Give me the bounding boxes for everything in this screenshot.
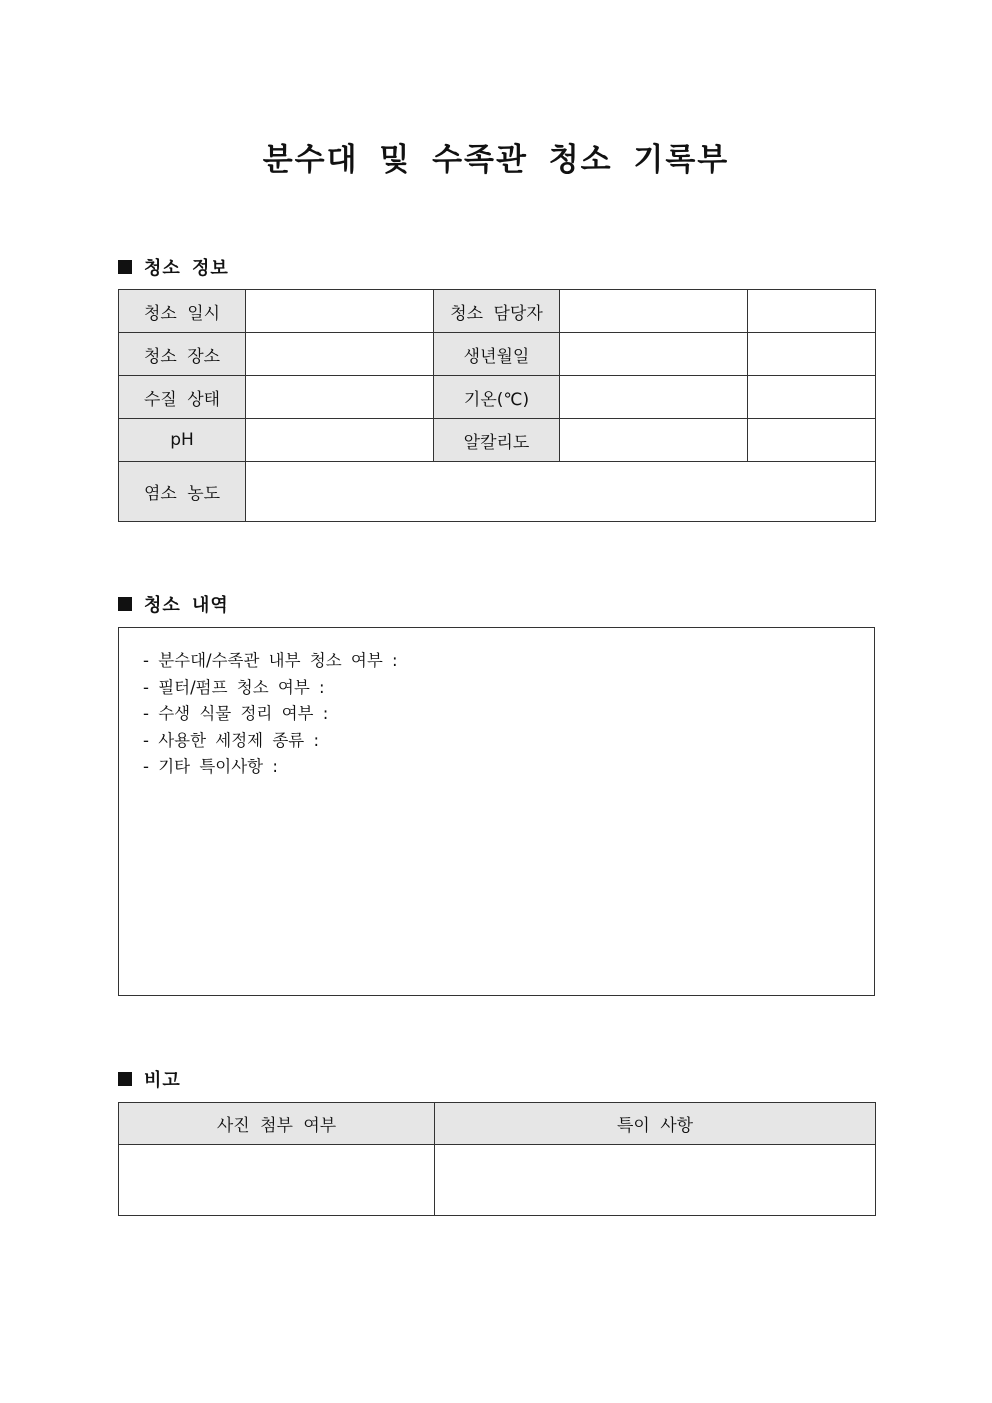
water-condition-field[interactable] — [246, 376, 434, 419]
info-row — [119, 462, 876, 522]
history-item: - 분수대/수족관 내부 청소 여부 : — [143, 651, 398, 670]
water-condition-label: 수질 상태 — [119, 376, 246, 419]
chlorine-label: 염소 농도 — [119, 462, 246, 522]
square-bullet-icon — [118, 1072, 132, 1086]
birthdate-field[interactable] — [560, 333, 748, 376]
history-heading-text: 청소 내역 — [144, 595, 229, 616]
location-field[interactable] — [246, 333, 434, 376]
photo-attachment-field[interactable] — [119, 1145, 435, 1216]
history-section-heading — [118, 591, 229, 617]
temperature-label: 기온(℃) — [434, 376, 560, 419]
remarks-header-row — [119, 1103, 876, 1145]
birthdate-extra-field[interactable] — [748, 333, 876, 376]
info-heading-text: 청소 정보 — [144, 258, 229, 279]
notes-field[interactable] — [435, 1145, 876, 1216]
manager-label: 청소 담당자 — [434, 290, 560, 333]
alkalinity-extra-field[interactable] — [748, 419, 876, 462]
manager-extra-field[interactable] — [748, 290, 876, 333]
temperature-extra-field[interactable] — [748, 376, 876, 419]
info-table — [118, 289, 876, 522]
manager-field[interactable] — [560, 290, 748, 333]
history-item: - 필터/펌프 청소 여부 : — [143, 677, 325, 697]
temperature-field[interactable] — [560, 376, 748, 419]
square-bullet-icon — [118, 260, 132, 274]
notes-header: 특이 사항 — [435, 1103, 876, 1145]
history-item: - 사용한 세정제 종류 : — [143, 730, 320, 750]
history-item: - 수생 식물 정리 여부 : — [143, 704, 329, 724]
info-row — [119, 333, 876, 376]
location-label: 청소 장소 — [119, 333, 246, 376]
square-bullet-icon — [118, 597, 132, 611]
remarks-heading-text: 비고 — [144, 1070, 181, 1091]
chlorine-field[interactable] — [246, 462, 876, 522]
remarks-section-heading — [118, 1066, 181, 1092]
datetime-field[interactable] — [246, 290, 434, 333]
info-section-heading — [118, 254, 229, 280]
remarks-table — [118, 1102, 876, 1216]
info-row — [119, 419, 876, 462]
alkalinity-label: 알칼리도 — [434, 419, 560, 462]
remarks-value-row — [119, 1145, 876, 1216]
document-title: 분수대 및 수족관 청소 기록부 — [262, 142, 730, 178]
history-item: - 기타 특이사항 : — [143, 757, 278, 777]
history-list — [119, 628, 874, 781]
info-row — [119, 376, 876, 419]
datetime-label: 청소 일시 — [119, 290, 246, 333]
photo-attachment-header: 사진 첨부 여부 — [119, 1103, 435, 1145]
history-box[interactable] — [118, 627, 875, 996]
info-row — [119, 290, 876, 333]
alkalinity-field[interactable] — [560, 419, 748, 462]
ph-label: pH — [119, 419, 246, 462]
ph-field[interactable] — [246, 419, 434, 462]
birthdate-label: 생년월일 — [434, 333, 560, 376]
